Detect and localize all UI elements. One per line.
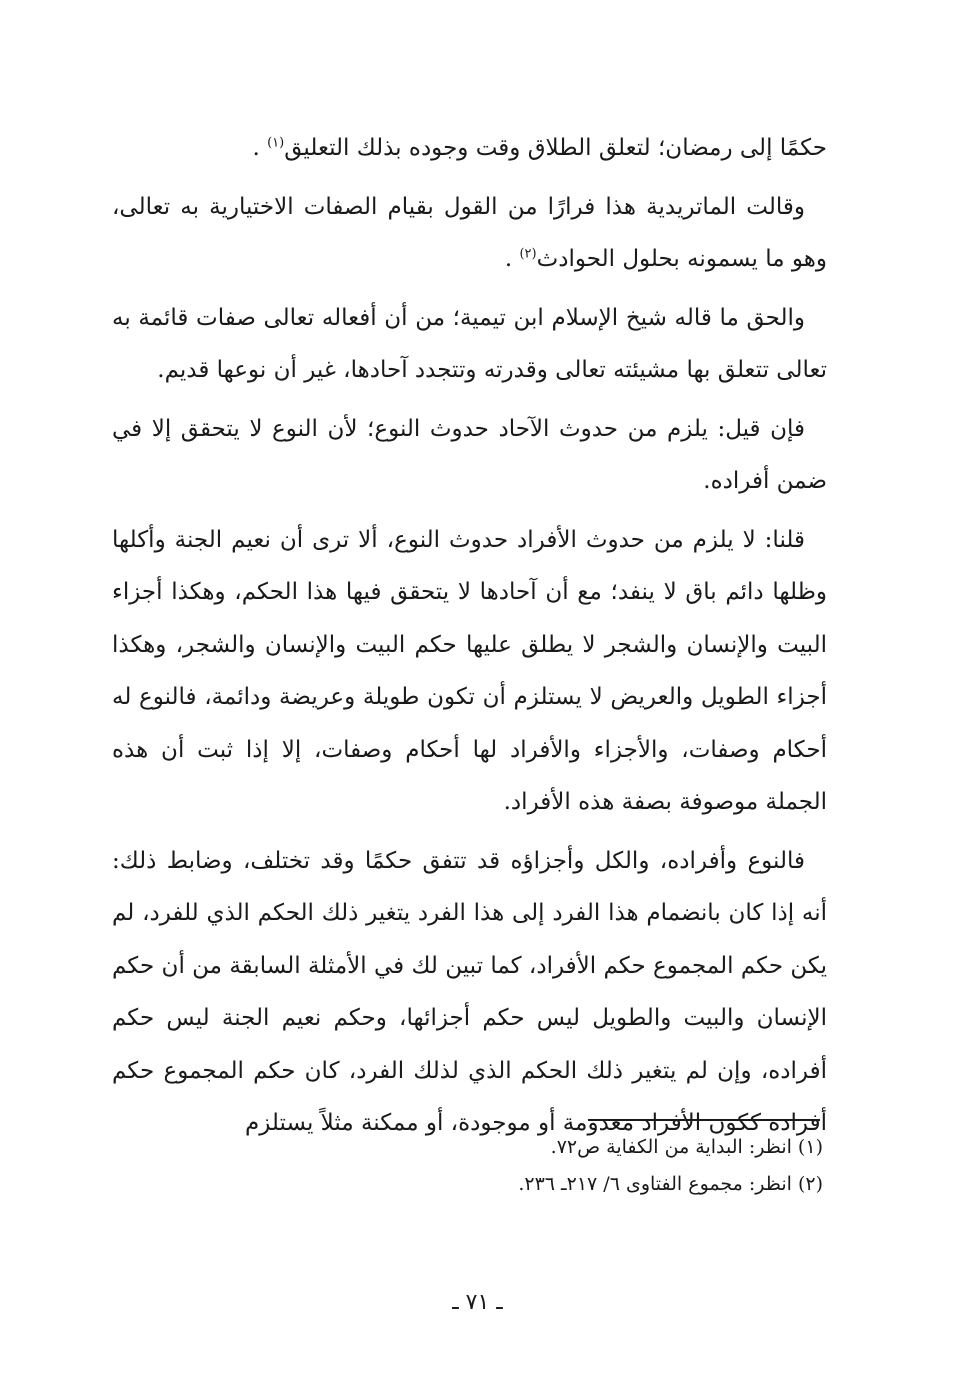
paragraph-3: والحق ما قاله شيخ الإسلام ابن تيمية؛ من أن أفعاله تعالى صفات قائمة به تعالى تتعلق بها مشيئته تعالى وقدرته وتتجدد آحادها، غير أن نوعها قديم. [112, 304, 827, 383]
footnote-ref-1[interactable]: (١) [267, 135, 285, 151]
footnote-divider [588, 1119, 820, 1121]
paragraph-1-text: حكمًا إلى رمضان؛ لتعلق الطلاق وقت وجوده بذلك التعليق [284, 135, 827, 161]
paragraph-5: قلنا: لا يلزم من حدوث الأفراد حدوث النوع، ألا ترى أن نعيم الجنة وأكلها وظلها دائم باق لا ينفد؛ مع أن آحادها لا يتحقق فيها هذا الحكم، وهكذا أجزاء البيت والإنسان والشجر لا يطلق عليها حكم البيت والإنسان والشجر، وهكذا أجزاء الطويل والعريض لا يستلزم أن تكون طويلة وعريضة ودائمة، فالنوع له أحكام وصفات، والأجزاء والأفراد لها أحكام وصفات، إلا إذا ثبت أن هذه الجملة موصوفة بصفة هذه الأفراد. [112, 526, 827, 815]
paragraph-2-text: وقالت الماتريدية هذا فرارًا من القول بقيام الصفات الاختيارية به تعالى، وهو ما يسمونه بحلول الحوادث [112, 193, 827, 272]
page-number: ـ ٧١ ـ [452, 1290, 503, 1315]
paragraph-2 [112, 181, 827, 286]
main-text [112, 122, 827, 1156]
footnote-2: (٢) انظر: مجموع الفتاوى ٦/ ٢١٧ـ ٢٣٦. [518, 1173, 823, 1195]
paragraph-1-end: . [252, 135, 268, 161]
footnote-ref-2[interactable]: (٢) [519, 246, 537, 262]
paragraph-4: فإن قيل: يلزم من حدوث الآحاد حدوث النوع؛ لأن النوع لا يتحقق إلا في ضمن أفراده. [112, 415, 827, 494]
paragraph-2-end: . [504, 246, 520, 272]
footnotes [112, 1129, 823, 1203]
paragraph-6: فالنوع وأفراده، والكل وأجزاؤه قد تتفق حكمًا وقد تختلف، وضابط ذلك: أنه إذا كان بانضمام هذا الفرد إلى هذا الفرد يتغير ذلك الحكم الذي للفرد، لم يكن حكم المجموع حكم الأفراد، كما تبين لك في الأمثلة السابقة من أن حكم الإنسان والبيت والطويل ليس حكم أجزائها، وحكم نعيم الجنة ليس حكم أفراده، وإن لم يتغير ذلك الحكم الذي لذلك الفرد، كان حكم المجموع حكم أفراده ككون الأفراد معدومة أو موجودة، أو ممكنة مثلاً يستلزم [112, 847, 827, 1136]
footnote-1: (١) انظر: البداية من الكفاية ص٧٢. [550, 1136, 823, 1158]
paragraph-1 [112, 122, 827, 175]
